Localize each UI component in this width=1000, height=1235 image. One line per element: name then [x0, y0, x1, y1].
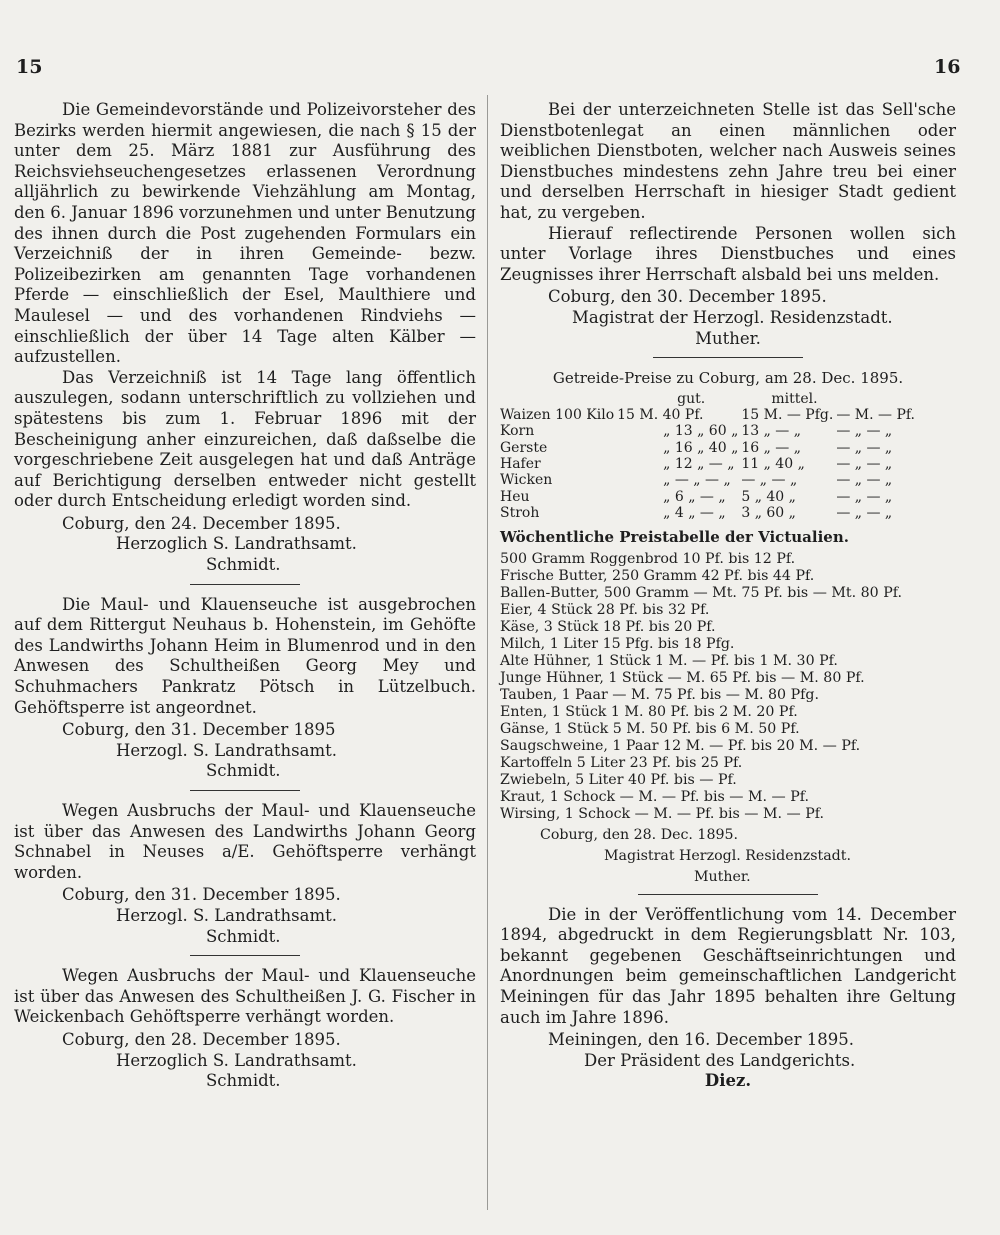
- right-column: [500, 100, 956, 1092]
- notice-foot-and-mouth-1: [14, 595, 476, 782]
- victuals-date: Coburg, den 28. Dec. 1895.: [540, 826, 739, 843]
- notice-office: Herzoglich S. Landrathsamt.: [116, 534, 357, 554]
- header-mittel: mittel.: [771, 390, 818, 407]
- grain-row: [500, 440, 918, 456]
- notice-servant-legacy: [500, 100, 956, 349]
- grain-row: [500, 407, 918, 423]
- notice-date: Meiningen, den 16. December 1895.: [548, 1030, 854, 1050]
- grain-mittel: 3 „ 60 „: [741, 504, 796, 521]
- notice-body: Die Gemeindevorstände und Polizeivorsteher des Bezirks werden hiermit angewiesen, die nach § 15 der unter dem 25. März 1881 zur Ausführung des Reichsviehseuchengesetzes erlassenen Verordnung alljährlich zu bewirkende Viehzählung am Montag, den 6. Januar 1896 vorzunehmen und unter Benutzung des ihnen durch die Post zugehenden Formulars ein Verzeichniß der in ihren Gemeinde- bezw. Polizeibezirken am genannten Tage vorhandenen Pferde — einschließlich der Esel, Maulthiere und Maulesel — und des vorhandenen Rindviehs — einschließlich der über 14 Tage alten Kälber — aufzustellen.: [14, 100, 476, 367]
- separator-line: [638, 894, 818, 895]
- notice-signer: Schmidt.: [206, 761, 281, 781]
- notice-livestock-census: [14, 100, 476, 576]
- grain-name: Wicken: [500, 472, 553, 489]
- victual-item: Frische Butter, 250 Gramm 42 Pf. bis 44 Pf.: [500, 567, 815, 584]
- victual-item: Kartoffeln 5 Liter 23 Pf. bis 25 Pf.: [500, 754, 743, 771]
- victual-item: Milch, 1 Liter 15 Pfg. bis 18 Pfg.: [500, 635, 735, 652]
- notice-body: Wegen Ausbruchs der Maul- und Klauenseuche ist über das Anwesen des Schultheißen J. G. Fischer in Weickenbach Gehöftsperre verhängt worden.: [14, 966, 476, 1027]
- header-blank: [500, 391, 617, 407]
- notice-signer: Schmidt.: [206, 555, 281, 575]
- grain-gut: „ — „ — „: [663, 472, 731, 489]
- grain-gut: „ 13 „ 60 „: [663, 423, 739, 440]
- victual-item: Käse, 3 Stück 18 Pf. bis 20 Pf.: [500, 618, 716, 635]
- notice-signer: Diez.: [704, 1071, 752, 1091]
- grain-mittel: 5 „ 40 „: [741, 488, 796, 505]
- grain-mittel: 15 M. — Pfg.: [741, 407, 834, 424]
- grain-prices: [500, 368, 956, 521]
- grain-mittel: — „ — „: [741, 472, 798, 489]
- grain-row: [500, 472, 918, 488]
- separator-line: [190, 584, 300, 585]
- victuals-list: [500, 551, 956, 886]
- grain-low: — „ — „: [836, 455, 893, 472]
- header-blank-2: [836, 391, 918, 407]
- notice-office: Der Präsident des Landgerichts.: [584, 1050, 856, 1070]
- notice-foot-and-mouth-2: [14, 801, 476, 947]
- grain-gut: „ 4 „ — „: [663, 504, 726, 521]
- notice-office: Herzogl. S. Landrathsamt.: [116, 905, 337, 925]
- victual-item: Tauben, 1 Paar — M. 75 Pf. bis — M. 80 Pfg.: [500, 686, 819, 703]
- separator-line: [653, 357, 803, 358]
- grain-price-table: [500, 391, 918, 521]
- grain-name: Korn: [500, 423, 535, 440]
- grain-prices-title: Getreide-Preise zu Coburg, am 28. Dec. 1895.: [552, 369, 904, 388]
- notice-body: Die in der Veröffentlichung vom 14. December 1894, abgedruckt in dem Regierungsblatt Nr. 103, bekannt gegebenen Geschäftseinrichtungen und Anordnungen beim gemeinschaftlichen Landgericht Meiningen für das Jahr 1895 behalten ihre Geltung auch im Jahre 1896.: [500, 904, 956, 1027]
- grain-row: [500, 456, 918, 472]
- grain-row: [500, 489, 918, 505]
- page-number-right: 16: [934, 56, 961, 78]
- grain-low: — „ — „: [836, 488, 893, 505]
- grain-low: — „ — „: [836, 504, 893, 521]
- notice-office: Magistrat der Herzogl. Residenzstadt.: [572, 307, 893, 327]
- notice-signer: Muther.: [695, 328, 761, 348]
- notice-office: Herzoglich S. Landrathsamt.: [116, 1050, 357, 1070]
- grain-low: — „ — „: [836, 423, 893, 440]
- notice-signer: Schmidt.: [206, 926, 281, 946]
- notice-foot-and-mouth-3: [14, 966, 476, 1092]
- victuals-signer: Muther.: [694, 868, 751, 885]
- notice-office: Herzogl. S. Landrathsamt.: [116, 740, 337, 760]
- notice-date: Coburg, den 31. December 1895: [62, 720, 336, 740]
- grain-low: — „ — „: [836, 472, 893, 489]
- notice-body: Die Maul- und Klauenseuche ist ausgebrochen auf dem Rittergut Neuhaus b. Hohenstein, im Gehöfte des Landwirths Johann Heim in Blumenrod und in den Anwesen des Schultheißen Georg Mey und Schuhmachers Pankratz Pötsch in Lützelbuch. Gehöftsperre ist angeordnet.: [14, 594, 476, 717]
- notice-body: Bei der unterzeichneten Stelle ist das Sell'sche Dienstbotenlegat an einen männlichen oder weiblichen Dienstboten, welcher nach Ausweis seines Dienstbuches mindestens zehn Jahre treu bei einer und derselben Herrschaft in hiesiger Stadt gedient hat, zu vergeben.: [500, 100, 956, 222]
- grain-gut: „ 6 „ — „: [663, 488, 726, 505]
- notice-date: Coburg, den 30. December 1895.: [548, 287, 827, 307]
- grain-mittel: 16 „ — „: [741, 439, 802, 456]
- victual-item: 500 Gramm Roggenbrod 10 Pf. bis 12 Pf.: [500, 550, 796, 567]
- grain-gut: „ 16 „ 40 „: [663, 439, 739, 456]
- notice-court: [500, 905, 956, 1092]
- victual-item: Saugschweine, 1 Paar 12 M. — Pf. bis 20 M. — Pf.: [500, 737, 861, 754]
- left-column: [14, 100, 476, 1092]
- grain-name: Gerste: [500, 439, 548, 456]
- grain-row: [500, 505, 918, 521]
- notice-date: Coburg, den 24. December 1895.: [62, 513, 341, 533]
- header-gut: gut.: [677, 390, 706, 407]
- notice-date: Coburg, den 28. December 1895.: [62, 1029, 341, 1049]
- separator-line: [190, 955, 300, 956]
- victual-item: Kraut, 1 Schock — M. — Pf. bis — M. — Pf.: [500, 788, 810, 805]
- grain-low: — M. — Pf.: [836, 407, 916, 424]
- page-number-left: 15: [16, 56, 43, 78]
- notice-body: Wegen Ausbruchs der Maul- und Klauenseuche ist über das Anwesen des Landwirths Johann Georg Schnabel in Neuses a/E. Gehöftsperre verhängt worden.: [14, 801, 476, 882]
- grain-low: — „ — „: [836, 439, 893, 456]
- notice-body-2: Hierauf reflectirende Personen wollen sich unter Vorlage ihres Dienstbuches und eines Zeugnisses ihrer Herrschaft alsbald bei uns melden.: [500, 223, 956, 284]
- victual-item: Wirsing, 1 Schock — M. — Pf. bis — M. — Pf.: [500, 805, 825, 822]
- victuals-title: Wöchentliche Preistabelle der Victualien.: [500, 528, 849, 547]
- notice-body-2: Das Verzeichniß ist 14 Tage lang öffentlich auszulegen, sodann unterschriftlich zu vollziehen und spätestens bis zum 1. Februar 1896 mit der Bescheinigung anher einzureichen, daß daßselbe die vorgeschriebene Zeit ausgelegen hat und daß Anträge auf Berichtigung derselben entweder nicht gestellt oder durch Entscheidung erledigt worden sind.: [14, 367, 476, 511]
- grain-gut: „ 12 „ — „: [663, 455, 735, 472]
- grain-name: Stroh: [500, 504, 540, 521]
- victual-item: Ballen-Butter, 500 Gramm — Mt. 75 Pf. bis — Mt. 80 Pf.: [500, 584, 903, 601]
- victual-item: Zwiebeln, 5 Liter 40 Pf. bis — Pf.: [500, 771, 737, 788]
- victuals-prices: [500, 527, 956, 886]
- grain-name: Heu: [500, 488, 530, 505]
- grain-name: Hafer: [500, 455, 541, 472]
- notice-signer: Schmidt.: [206, 1071, 281, 1091]
- victual-item: Alte Hühner, 1 Stück 1 M. — Pf. bis 1 M. 30 Pf.: [500, 652, 838, 669]
- grain-row: [500, 423, 918, 439]
- grain-header-row: [500, 391, 918, 407]
- column-divider: [487, 95, 488, 1210]
- grain-mittel: 13 „ — „: [741, 423, 802, 440]
- grain-gut: 15 M. 40 Pf.: [617, 407, 704, 424]
- victuals-office: Magistrat Herzogl. Residenzstadt.: [604, 847, 851, 864]
- victual-item: Enten, 1 Stück 1 M. 80 Pf. bis 2 M. 20 Pf.: [500, 703, 798, 720]
- notice-date: Coburg, den 31. December 1895.: [62, 885, 341, 905]
- victual-item: Gänse, 1 Stück 5 M. 50 Pf. bis 6 M. 50 Pf.: [500, 720, 800, 737]
- grain-name: Waizen 100 Kilo: [500, 407, 615, 424]
- victual-item: Junge Hühner, 1 Stück — M. 65 Pf. bis — M. 80 Pf.: [500, 669, 865, 686]
- victual-item: Eier, 4 Stück 28 Pf. bis 32 Pf.: [500, 601, 710, 618]
- grain-mittel: 11 „ 40 „: [741, 455, 805, 472]
- separator-line: [190, 790, 300, 791]
